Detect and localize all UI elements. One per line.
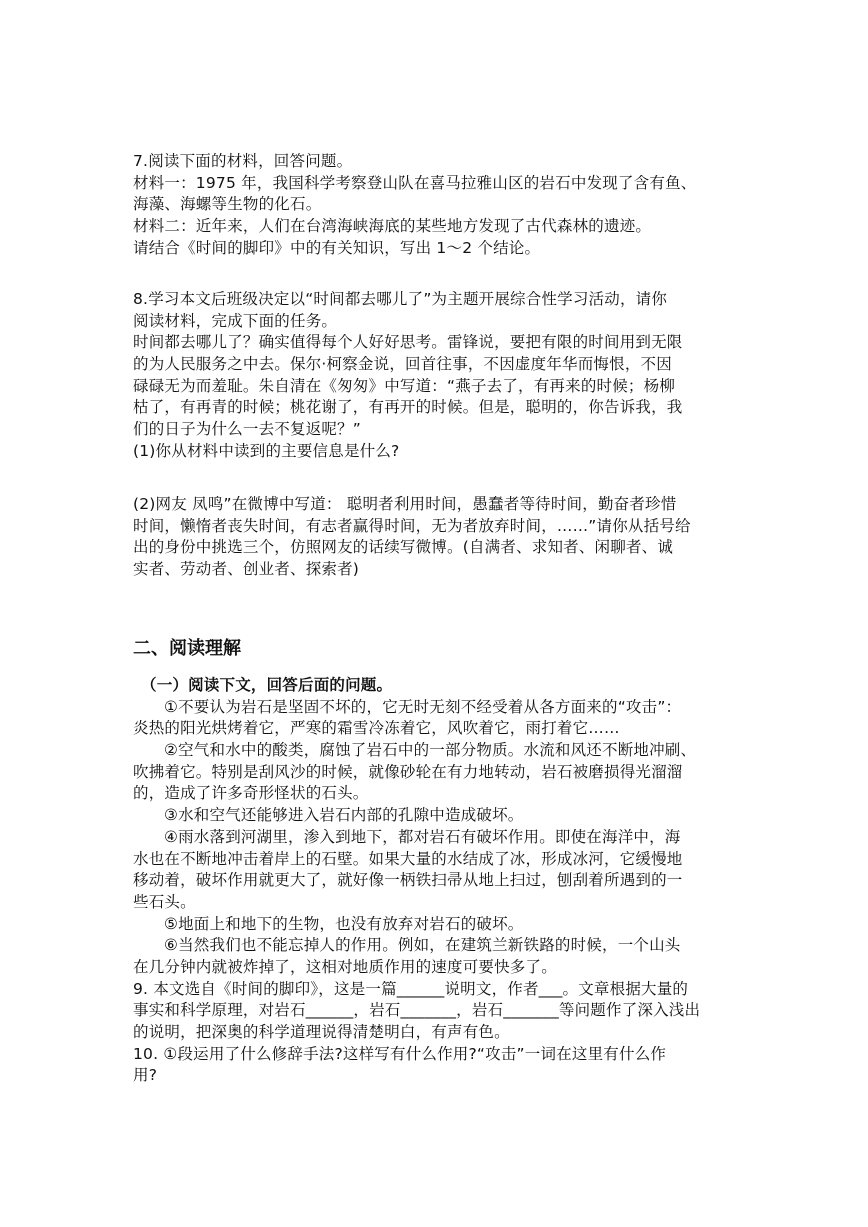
passage-line: 吹拂着它。特别是刮风沙的时候，就像砂轮在有力地转动，岩石被磨损得光溜溜 xyxy=(133,762,683,781)
question-line: 的说明，把深奥的科学道理说得清楚明白，有声有色。 xyxy=(133,1023,510,1041)
question-line: 10. ①段运用了什么修辞手法?这样写有什么作用?“攻击”一词在这里有什么作 xyxy=(133,1044,667,1063)
passage-line: 些石头。 xyxy=(133,892,196,911)
passage-line: ②空气和水中的酸类，腐蚀了岩石中的一部分物质。水流和风还不断地冲刷、 xyxy=(164,741,697,760)
passage-subheading: （一）阅读下文，回答后面的问题。 xyxy=(141,676,393,694)
q8-part2-line: 实者、劳动者、创业者、探索者) xyxy=(133,560,360,579)
section-heading: 二、阅读理解 xyxy=(133,638,241,659)
questions-9-10 xyxy=(133,979,773,1087)
q7-line: 7.阅读下面的材料，回答问题。 xyxy=(133,152,353,170)
question-8 xyxy=(133,289,773,463)
question-line: 事实和科学原理，对岩石______，岩石_______，岩石_______等问题作了深入浅出 xyxy=(133,1001,701,1020)
q8-line: 阅读材料，完成下面的任务。 xyxy=(133,311,338,330)
q7-line: 请结合《时间的脚印》中的有关知识，写出 1～2 个结论。 xyxy=(133,238,541,257)
q8-line: 8.学习本文后班级决定以“时间都去哪儿了”为主题开展综合性学习活动，请你 xyxy=(133,290,668,308)
q8-line: 枯了，有再青的时候；桃花谢了，有再开的时候。但是，聪明的，你告诉我，我 xyxy=(133,398,683,417)
passage-line: ④雨水落到河湖里，渗入到地下，都对岩石有破坏作用。即使在海洋中，海 xyxy=(164,827,681,846)
q7-line: 材料一：1975 年，我国科学考察登山队在喜马拉雅山区的岩石中发现了含有鱼、 xyxy=(133,173,697,192)
q8-line: 的为人民服务之中去。保尔·柯察金说，回首往事，不因虚度年华而悔恨，不因 xyxy=(133,355,672,374)
passage-line: ③水和空气还能够进入岩石内部的孔隙中造成破坏。 xyxy=(164,806,524,825)
q7-line: 海藻、海螺等生物的化石。 xyxy=(133,195,322,214)
passage-line: 移动着，破坏作用就更大了，就好像一柄铁扫帚从地上扫过，刨刮着所遇到的一 xyxy=(133,871,683,890)
q8-part2-line: (2)网友 凤鸣”在微博中写道： 聪明者利用时间，愚蠢者等待时间，勤奋者珍惜 xyxy=(133,495,677,513)
passage-line: ①不要认为岩石是坚固不坏的，它无时无刻不经受着从各方面来的“攻击”： xyxy=(164,697,682,716)
q8-line: 们的日子为什么一去不复返呢？” xyxy=(133,420,362,439)
q8-line: (1)你从材料中读到的主要信息是什么? xyxy=(133,441,400,460)
question-line: 9. 本文选自《时间的脚印》，这是一篇______说明文，作者___。文章根据大量的 xyxy=(133,979,689,998)
q7-line: 材料二：近年来，人们在台湾海峡海底的某些地方发现了古代森林的遗迹。 xyxy=(133,217,652,236)
q8-part2-line: 时间，懒惰者丧失时间，有志者赢得时间，无为者放弃时间，……”请你从括号给 xyxy=(133,516,691,535)
passage-line: ⑥当然我们也不能忘掉人的作用。例如，在建筑兰新铁路的时候，一个山头 xyxy=(164,936,681,955)
q8-part2-line: 出的身份中挑选三个，仿照网友的话续写微博。(自满者、求知者、闲聊者、诚 xyxy=(133,538,674,557)
question-8-part-2 xyxy=(133,494,773,581)
passage-line: 的，造成了许多奇形怪状的石头。 xyxy=(133,784,369,803)
reading-passage xyxy=(133,675,773,1087)
q8-line: 碌碌无为而羞耻。朱自清在《匆匆》中写道：“燕子去了，有再来的时候；杨柳 xyxy=(133,376,676,395)
q8-line: 时间都去哪儿了？确实值得每个人好好思考。雷锋说，要把有限的时间用到无限 xyxy=(133,333,683,352)
passage-line: ⑤地面上和地下的生物，也没有放弃对岩石的破坏。 xyxy=(164,914,524,933)
question-line: 用? xyxy=(133,1066,158,1085)
passage-line: 炎热的阳光烘烤着它，严寒的霜雪冷冻着它，风吹着它，雨打着它…… xyxy=(133,719,620,738)
question-7 xyxy=(133,151,773,259)
passage-line: 水也在不断地冲击着岸上的石壁。如果大量的水结成了冰，形成冰河，它缓慢地 xyxy=(133,849,683,868)
passage-body xyxy=(133,697,773,979)
passage-line: 在几分钟内就被炸掉了，这相对地质作用的速度可要快多了。 xyxy=(133,957,557,976)
